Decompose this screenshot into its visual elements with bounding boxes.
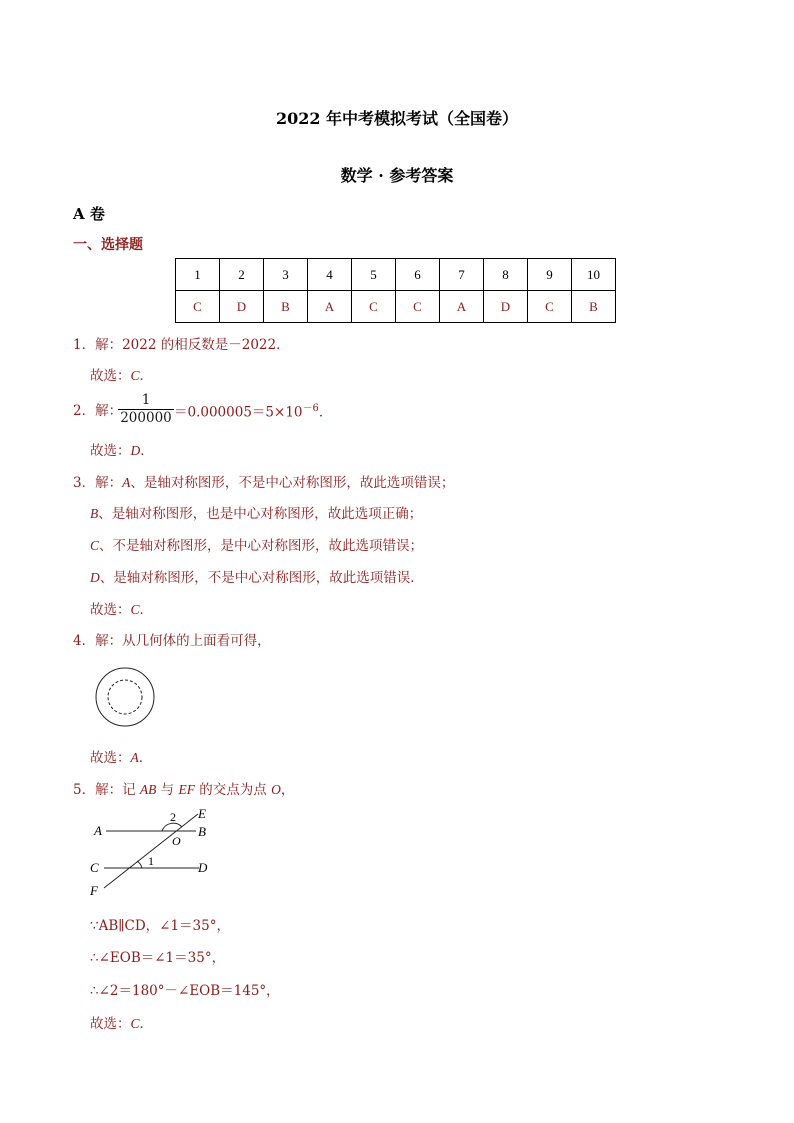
- q3-line-d: [90, 566, 424, 586]
- answer-cell: D: [484, 291, 528, 323]
- page-subtitle: 数学 · 参考答案: [340, 166, 454, 185]
- choice-prefix: 故选：: [90, 750, 131, 766]
- question-number: 1: [176, 259, 220, 291]
- label-e: E: [198, 808, 206, 821]
- label-angle-1: 1: [148, 854, 154, 868]
- answer-cell: C: [352, 291, 396, 323]
- answer-cell: C: [176, 291, 220, 323]
- segment-ef: EF: [178, 782, 195, 797]
- choice-suffix: ．: [138, 750, 153, 766]
- choice-letter: C: [130, 602, 140, 617]
- line-ef: [104, 814, 198, 888]
- label-b: B: [198, 824, 206, 839]
- inner-dashed-circle: [108, 680, 142, 714]
- answer-cell: B: [572, 291, 616, 323]
- q2-equation: ＝0.000005＝5×10: [174, 404, 303, 421]
- q4-choice: [90, 746, 152, 766]
- q5-mid: 与: [156, 782, 179, 798]
- q2-fraction: [118, 393, 174, 426]
- q3-line-c: [90, 534, 423, 554]
- choice-prefix: 故选：: [90, 443, 131, 459]
- label-o: O: [172, 834, 181, 848]
- answer-cell: C: [528, 291, 572, 323]
- q5-step-1: ∵AB∥CD，∠1＝35°，: [90, 918, 230, 934]
- answer-cell: D: [220, 291, 264, 323]
- q5-prefix: 5．解：记: [73, 782, 140, 798]
- option-letter: C: [90, 538, 100, 553]
- option-text: 、是轴对称图形，也是中心对称图形，故此选项正确；: [98, 506, 423, 522]
- q4-solution: 4．解：从几何体的上面看可得，: [73, 633, 271, 649]
- page-title: 2022 年中考模拟考试（全国卷）: [275, 109, 519, 128]
- answer-table: [175, 258, 616, 323]
- point-o: O: [271, 782, 281, 797]
- option-text: 、是轴对称图形，不是中心对称图形，故此选项错误；: [130, 475, 455, 491]
- answer-cell: B: [264, 291, 308, 323]
- q5-step-3: ∴∠2＝180°－∠EOB＝145°，: [90, 983, 280, 999]
- q5-choice: [90, 1012, 153, 1032]
- angle-2-arc: [162, 823, 182, 831]
- q2-prefix: 2．解：: [73, 403, 123, 419]
- q3-line-b: [90, 502, 422, 522]
- q2-exponent: －6: [302, 403, 319, 414]
- answer-table-answers: [176, 291, 616, 323]
- label-c: C: [90, 860, 99, 875]
- question-number: 5: [352, 259, 396, 291]
- section-multiple-choice: 一、选择题: [73, 237, 143, 253]
- q2-choice: [90, 439, 154, 459]
- question-number: 4: [308, 259, 352, 291]
- option-letter: D: [90, 570, 100, 585]
- segment-ab: AB: [139, 782, 157, 797]
- choice-letter: C: [130, 368, 140, 383]
- option-letter: A: [122, 475, 131, 490]
- angle-1-arc: [137, 861, 142, 868]
- question-number: 2: [220, 259, 264, 291]
- choice-suffix: ．: [139, 602, 154, 618]
- choice-prefix: 故选：: [90, 1016, 131, 1032]
- q4-top-view-figure: [93, 665, 157, 729]
- q5-solution: [73, 778, 294, 798]
- option-text: 、不是轴对称图形，是中心对称图形，故此选项错误；: [99, 538, 424, 554]
- q5-suffix: 的交点为点: [194, 782, 272, 798]
- outer-circle: [96, 668, 154, 726]
- option-letter: B: [90, 506, 99, 521]
- fraction-numerator: 1: [141, 392, 151, 408]
- answer-cell: A: [440, 291, 484, 323]
- q1-solution: 1．解：2022 的相反数是－2022．: [73, 337, 290, 353]
- q1-choice: [90, 364, 153, 384]
- q3-choice: [90, 598, 153, 618]
- label-d: D: [198, 860, 208, 875]
- q5-geometry-figure: [86, 808, 226, 898]
- label-angle-2: 2: [170, 810, 176, 824]
- question-number: 3: [264, 259, 308, 291]
- choice-prefix: 故选：: [90, 602, 131, 618]
- fraction-denominator: 200000: [120, 410, 172, 426]
- q2-expression: [174, 399, 332, 421]
- choice-suffix: ．: [139, 1016, 154, 1032]
- answer-cell: A: [308, 291, 352, 323]
- choice-letter: D: [130, 443, 141, 458]
- q3-line-a: [73, 471, 454, 491]
- question-number: 7: [440, 259, 484, 291]
- choice-suffix: ．: [139, 368, 154, 384]
- answer-table-numbers: [176, 259, 616, 291]
- label-a: A: [94, 823, 102, 838]
- choice-letter: C: [130, 1016, 140, 1031]
- question-number: 10: [572, 259, 616, 291]
- question-number: 9: [528, 259, 572, 291]
- choice-suffix: ．: [140, 443, 154, 459]
- question-number: 8: [484, 259, 528, 291]
- q2-end: ．: [318, 404, 333, 421]
- label-f: F: [90, 883, 98, 898]
- choice-letter: A: [130, 750, 139, 765]
- q5-step-2: ∴∠EOB＝∠1＝35°，: [90, 950, 226, 966]
- option-text: 、是轴对称图形，不是中心对称图形，故此选项错误．: [99, 570, 424, 586]
- q5-end: ，: [280, 782, 295, 798]
- question-number: 6: [396, 259, 440, 291]
- answer-cell: C: [396, 291, 440, 323]
- section-paper-a: A 卷: [73, 205, 105, 223]
- q3-prefix: 3．解：: [73, 475, 123, 491]
- choice-prefix: 故选：: [90, 368, 131, 384]
